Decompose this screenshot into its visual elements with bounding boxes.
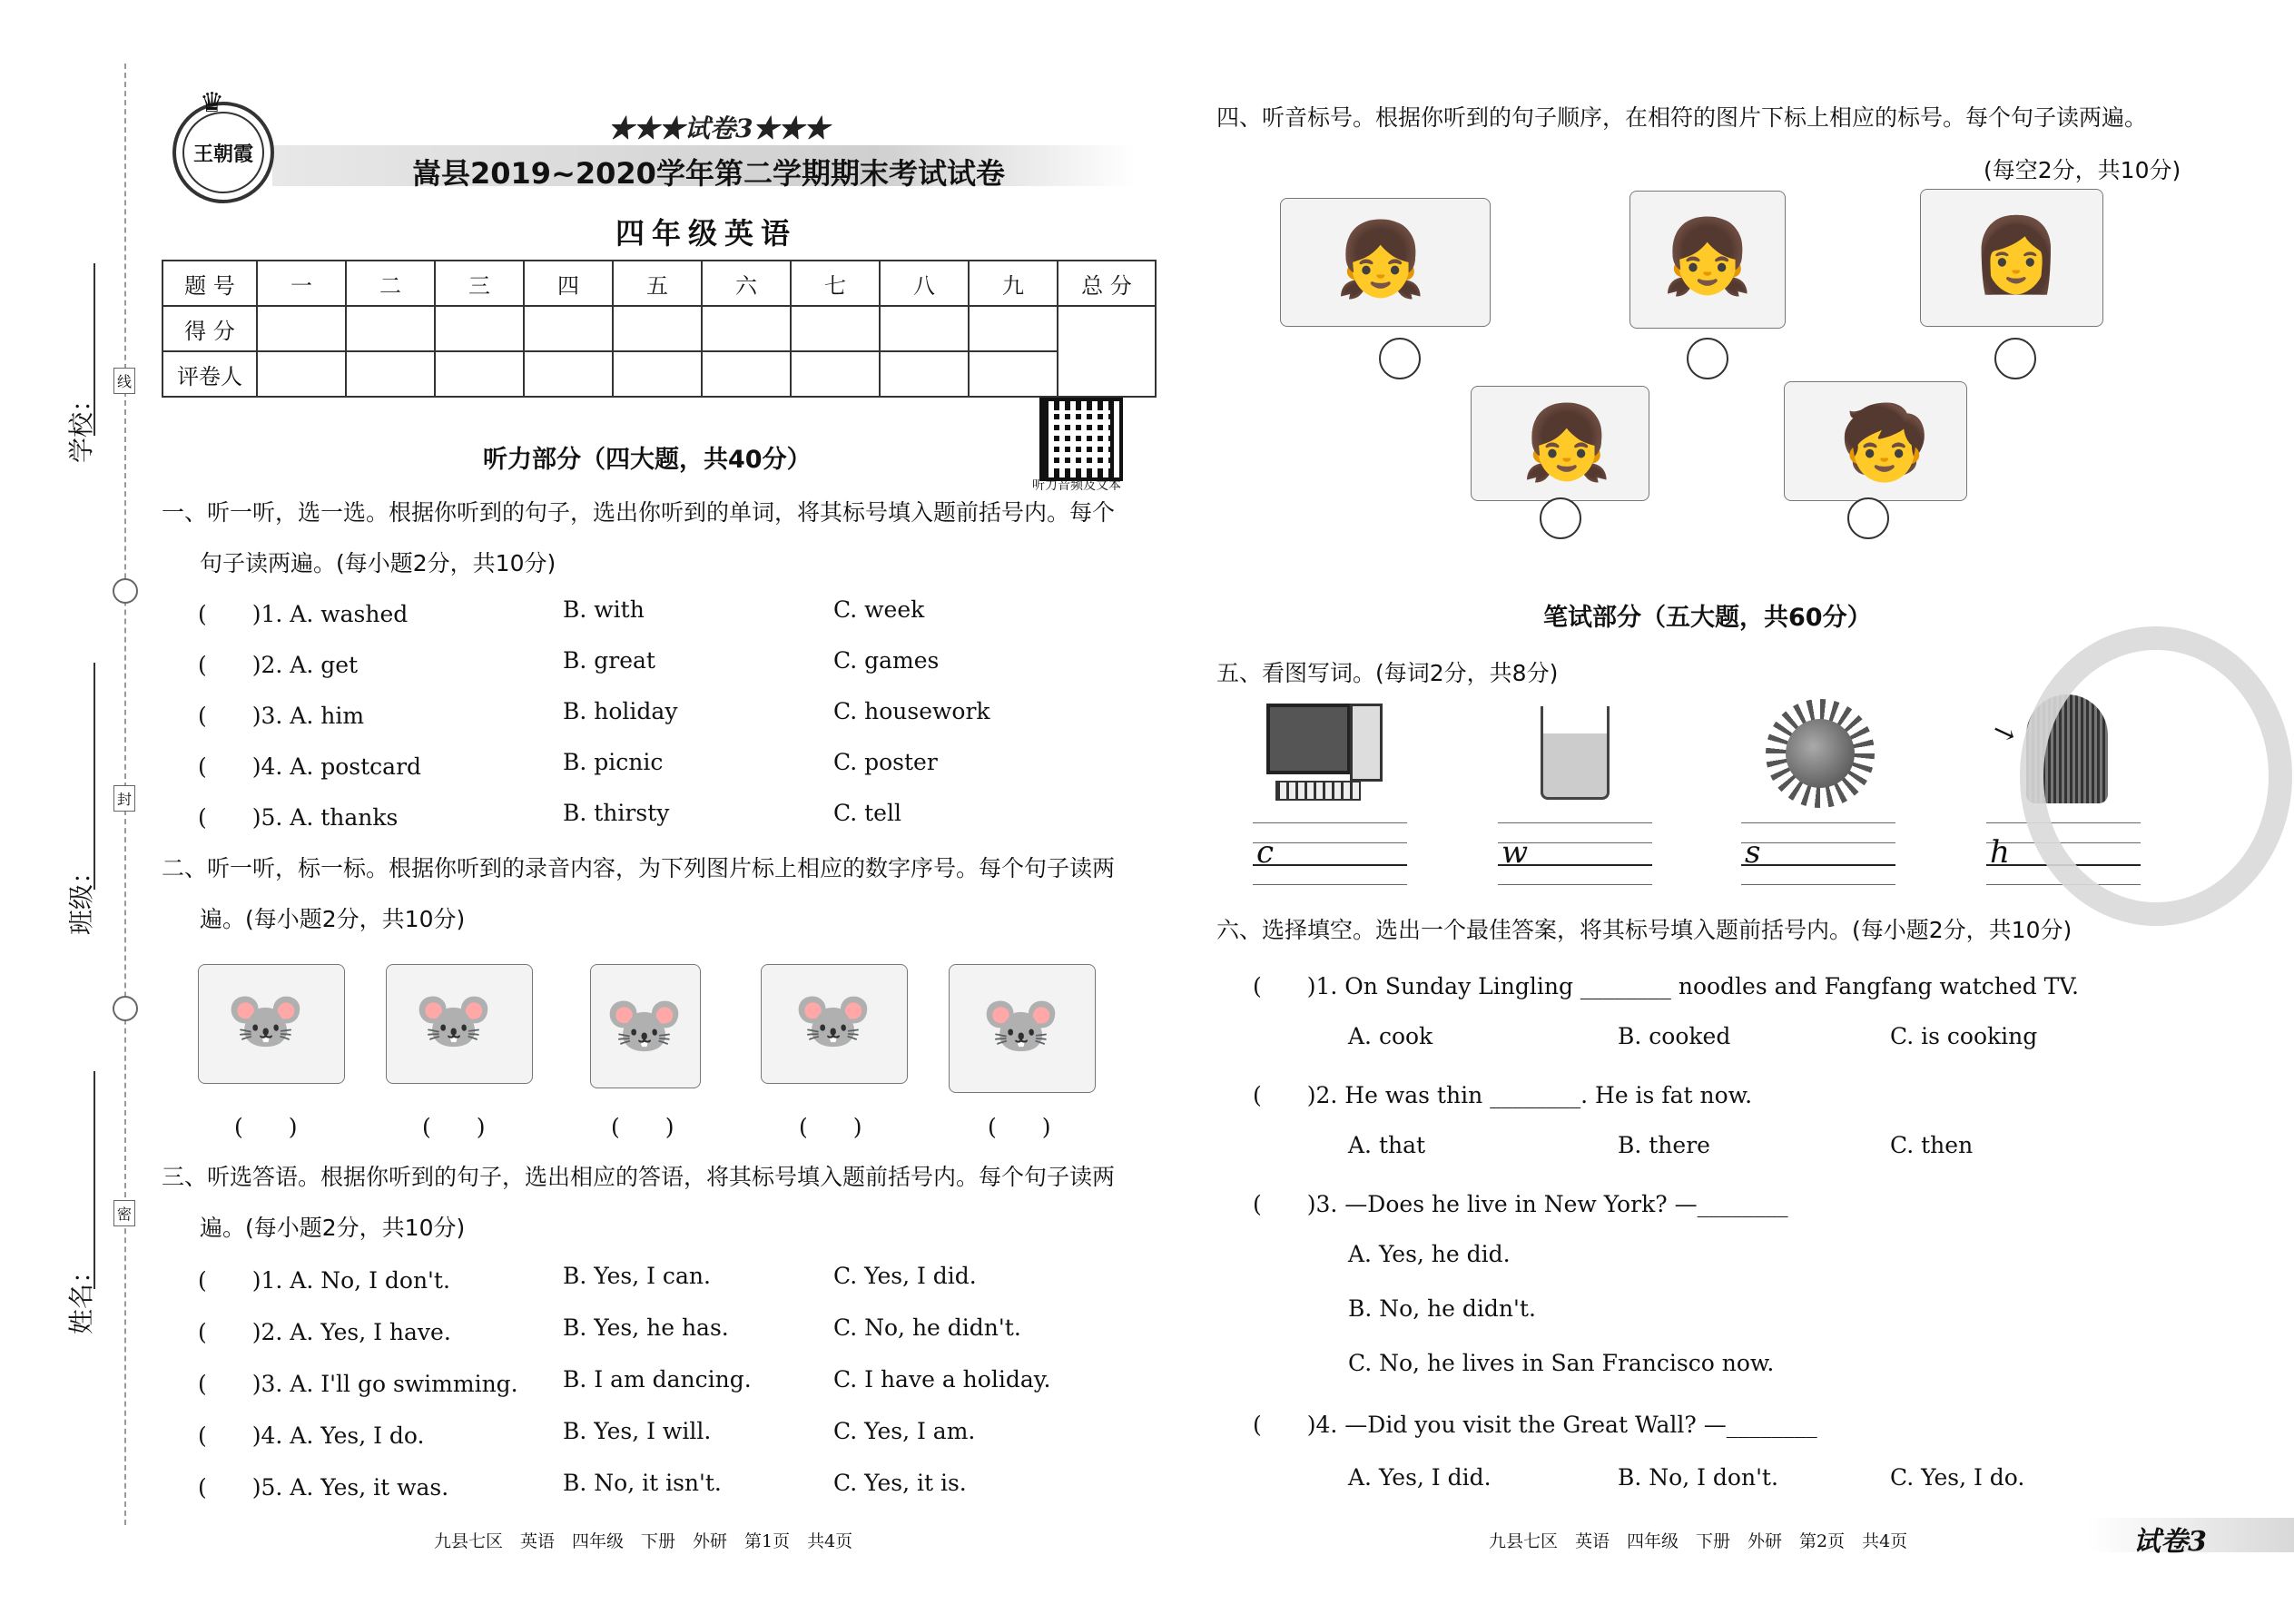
s3-q2-c: C. No, he didn't. <box>833 1314 1021 1341</box>
section4-heading: 四、听音标号。根据你听到的句子顺序，在相符的图片下标上相应的标号。每个句子读两遍。 <box>1216 104 2148 131</box>
section3-heading-cont: 遍。(每小题2分，共10分) <box>200 1215 466 1241</box>
answer-circle[interactable] <box>1379 338 1421 379</box>
qr-caption: 听力音频及文本 <box>1032 478 1121 493</box>
grader-cell[interactable] <box>969 351 1058 397</box>
score-col: 一 <box>257 261 346 306</box>
exam-badge: ★★★试卷3★★★ <box>608 113 830 143</box>
s1-q2-c: C. games <box>833 647 940 674</box>
school-line <box>94 263 95 436</box>
section1-heading-cont: 句子读两遍。(每小题2分，共10分) <box>200 550 556 576</box>
margin-mark-seal: 封 <box>113 785 135 812</box>
word-writing-box[interactable] <box>1741 822 1895 890</box>
score-cell[interactable] <box>880 306 969 351</box>
s3-q1-c: C. Yes, I did. <box>833 1263 977 1289</box>
children-picture-2: 👧 <box>1629 191 1786 329</box>
answer-circle[interactable] <box>1687 338 1728 379</box>
margin-mark-line: 线 <box>113 368 135 394</box>
mouse-picture-5: 🐭 <box>949 964 1096 1093</box>
grader-cell[interactable] <box>613 351 702 397</box>
score-col: 三 <box>435 261 524 306</box>
section2-heading: 二、听一听，标一标。根据你听到的录音内容，为下列图片标上相应的数字序号。每个句子读两 <box>162 855 1116 881</box>
footer-left: 九县七区 英语 四年级 下册 外研 第1页 共4页 <box>434 1531 853 1551</box>
total-score-cell[interactable] <box>1058 306 1156 397</box>
section6-heading: 六、选择填空。选出一个最佳答案，将其标号填入题前括号内。(每小题2分，共10分) <box>1216 917 2072 943</box>
children-picture-1: 👧 <box>1280 198 1491 327</box>
s6-q2-c: C. then <box>1890 1132 1974 1158</box>
s1-q4: ( )4. A. postcard <box>198 753 422 780</box>
logo-text: 王朝霞 <box>192 142 253 166</box>
s6-q1: ( )1. On Sunday Lingling ________ noodles and Fangfang watched TV. <box>1253 973 2079 999</box>
score-cell[interactable] <box>346 306 435 351</box>
grader-cell[interactable] <box>257 351 346 397</box>
score-col: 题 号 <box>162 261 257 306</box>
s6-q3: ( )3. —Does he live in New York? —________ <box>1253 1191 1788 1217</box>
s6-q2-b: B. there <box>1618 1132 1710 1158</box>
binding-hole-icon <box>113 578 138 604</box>
mouse-picture-3: 🐭 <box>590 964 701 1088</box>
s3-q1-b: B. Yes, I can. <box>563 1263 711 1289</box>
s3-q5: ( )5. A. Yes, it was. <box>198 1474 449 1501</box>
subject-title: 四年级英语 <box>615 216 798 251</box>
s6-q4-b: B. No, I don't. <box>1618 1464 1778 1491</box>
score-table <box>162 260 1157 398</box>
s3-q4: ( )4. A. Yes, I do. <box>198 1422 425 1449</box>
letter-hint: w <box>1501 834 1529 871</box>
s3-q3-b: B. I am dancing. <box>563 1366 752 1393</box>
school-label: 学校： <box>66 386 96 463</box>
s6-q3-a: A. Yes, he did. <box>1348 1241 1511 1267</box>
section3-heading: 三、听选答语。根据你听到的句子，选出相应的答语，将其标号填入题前括号内。每个句子读两 <box>162 1164 1116 1190</box>
s6-q1-b: B. cooked <box>1618 1023 1731 1049</box>
sun-picture <box>1766 699 1875 808</box>
s3-q2: ( )2. A. Yes, I have. <box>198 1319 451 1345</box>
s1-q3: ( )3. A. him <box>198 703 365 729</box>
confidential-seal-watermark <box>2020 626 2292 926</box>
s3-q4-b: B. Yes, I will. <box>563 1418 712 1444</box>
exam-title: 嵩县2019~2020学年第二学期期末考试试卷 <box>412 156 1005 191</box>
score-col: 五 <box>613 261 702 306</box>
grader-cell[interactable] <box>435 351 524 397</box>
s3-q3-c: C. I have a holiday. <box>833 1366 1051 1393</box>
score-cell[interactable] <box>791 306 880 351</box>
children-picture-5: 🧒 <box>1784 381 1967 501</box>
s6-q4: ( )4. —Did you visit the Great Wall? —________ <box>1253 1412 1817 1438</box>
writing-title: 笔试部分（五大题，共60分） <box>1543 604 1872 632</box>
s3-q1: ( )1. A. No, I don't. <box>198 1267 450 1294</box>
answer-blank[interactable]: ( ) <box>611 1114 674 1140</box>
answer-blank[interactable]: ( ) <box>234 1114 298 1140</box>
score-col: 八 <box>880 261 969 306</box>
score-cell[interactable] <box>435 306 524 351</box>
grader-cell[interactable] <box>702 351 791 397</box>
s1-q5-c: C. tell <box>833 800 901 826</box>
score-cell[interactable] <box>702 306 791 351</box>
answer-circle[interactable] <box>1847 497 1889 539</box>
footer-right: 九县七区 英语 四年级 下册 外研 第2页 共4页 <box>1489 1531 1908 1551</box>
answer-blank[interactable]: ( ) <box>799 1114 862 1140</box>
score-col: 二 <box>346 261 435 306</box>
s1-q2-b: B. great <box>563 647 655 674</box>
mouse-picture-2: 🐭 <box>386 964 533 1084</box>
children-picture-4: 👧 <box>1471 386 1649 501</box>
margin-mark-secret: 密 <box>113 1200 135 1226</box>
section2-heading-cont: 遍。(每小题2分，共10分) <box>200 906 466 932</box>
score-col: 六 <box>702 261 791 306</box>
score-col: 总 分 <box>1058 261 1156 306</box>
mouse-picture-4: 🐭 <box>761 964 908 1084</box>
s3-q5-c: C. Yes, it is. <box>833 1470 967 1496</box>
word-writing-box[interactable] <box>1498 822 1652 890</box>
s3-q2-b: B. Yes, he has. <box>563 1314 729 1341</box>
section1-heading: 一、听一听，选一选。根据你听到的句子，选出你听到的单词，将其标号填入题前括号内。每个 <box>162 499 1116 526</box>
letter-hint: h <box>1990 834 2010 871</box>
s6-q2: ( )2. He was thin ________. He is fat now. <box>1253 1082 1753 1108</box>
score-col: 七 <box>791 261 880 306</box>
grader-cell[interactable] <box>791 351 880 397</box>
s1-q4-c: C. poster <box>833 749 938 775</box>
crown-icon: ♛ <box>200 87 224 119</box>
score-col: 九 <box>969 261 1058 306</box>
grader-cell[interactable] <box>346 351 435 397</box>
s3-q4-c: C. Yes, I am. <box>833 1418 976 1444</box>
score-col: 四 <box>524 261 613 306</box>
score-row-label: 得 分 <box>162 306 257 351</box>
s6-q2-a: A. that <box>1348 1132 1426 1158</box>
s3-q5-b: B. No, it isn't. <box>563 1470 722 1496</box>
computer-picture <box>1266 704 1384 803</box>
answer-blank[interactable]: ( ) <box>422 1114 486 1140</box>
section4-points: (每空2分，共10分) <box>1984 157 2181 183</box>
s6-q3-b: B. No, he didn't. <box>1348 1295 1536 1322</box>
score-row-label: 评卷人 <box>162 351 257 397</box>
mouse-picture-1: 🐭 <box>198 964 345 1084</box>
section5-heading: 五、看图写词。(每词2分，共8分) <box>1216 660 1559 686</box>
score-cell[interactable] <box>524 306 613 351</box>
s1-q3-c: C. housework <box>833 698 990 724</box>
corner-tag: 试卷3 <box>2133 1526 2207 1558</box>
score-cell[interactable] <box>613 306 702 351</box>
s1-q5-b: B. thirsty <box>563 800 670 826</box>
glass-of-water-picture <box>1541 706 1610 800</box>
score-cell[interactable] <box>257 306 346 351</box>
name-line <box>94 1071 95 1289</box>
s6-q1-c: C. is cooking <box>1890 1023 2038 1049</box>
s1-q2: ( )2. A. get <box>198 652 359 678</box>
class-line <box>94 663 95 890</box>
s6-q3-c: C. No, he lives in San Francisco now. <box>1348 1350 1775 1376</box>
arrow-icon: → <box>1986 714 2022 753</box>
class-label: 班级： <box>66 858 96 935</box>
word-writing-box[interactable] <box>1253 822 1407 890</box>
s1-q4-b: B. picnic <box>563 749 664 775</box>
score-cell[interactable] <box>969 306 1058 351</box>
qr-code-icon[interactable] <box>1039 398 1123 481</box>
s1-q3-b: B. holiday <box>563 698 678 724</box>
s1-q1-c: C. week <box>833 596 925 623</box>
s1-q1: ( )1. A. washed <box>198 601 409 627</box>
s6-q1-a: A. cook <box>1348 1023 1433 1049</box>
s3-q3: ( )3. A. I'll go swimming. <box>198 1371 518 1397</box>
answer-circle[interactable] <box>1994 338 2036 379</box>
s1-q5: ( )5. A. thanks <box>198 804 399 831</box>
listening-title: 听力部分（四大题，共40分） <box>483 446 812 474</box>
s6-q4-a: A. Yes, I did. <box>1348 1464 1492 1491</box>
s1-q1-b: B. with <box>563 596 645 623</box>
answer-circle[interactable] <box>1540 497 1581 539</box>
letter-hint: c <box>1256 834 1275 871</box>
s6-q4-c: C. Yes, I do. <box>1890 1464 2025 1491</box>
grader-cell[interactable] <box>880 351 969 397</box>
grader-cell[interactable] <box>524 351 613 397</box>
binding-hole-icon <box>113 996 138 1021</box>
name-label: 姓名： <box>66 1257 96 1334</box>
answer-blank[interactable]: ( ) <box>988 1114 1051 1140</box>
letter-hint: s <box>1745 834 1761 871</box>
children-picture-3: 👩 <box>1920 189 2103 327</box>
